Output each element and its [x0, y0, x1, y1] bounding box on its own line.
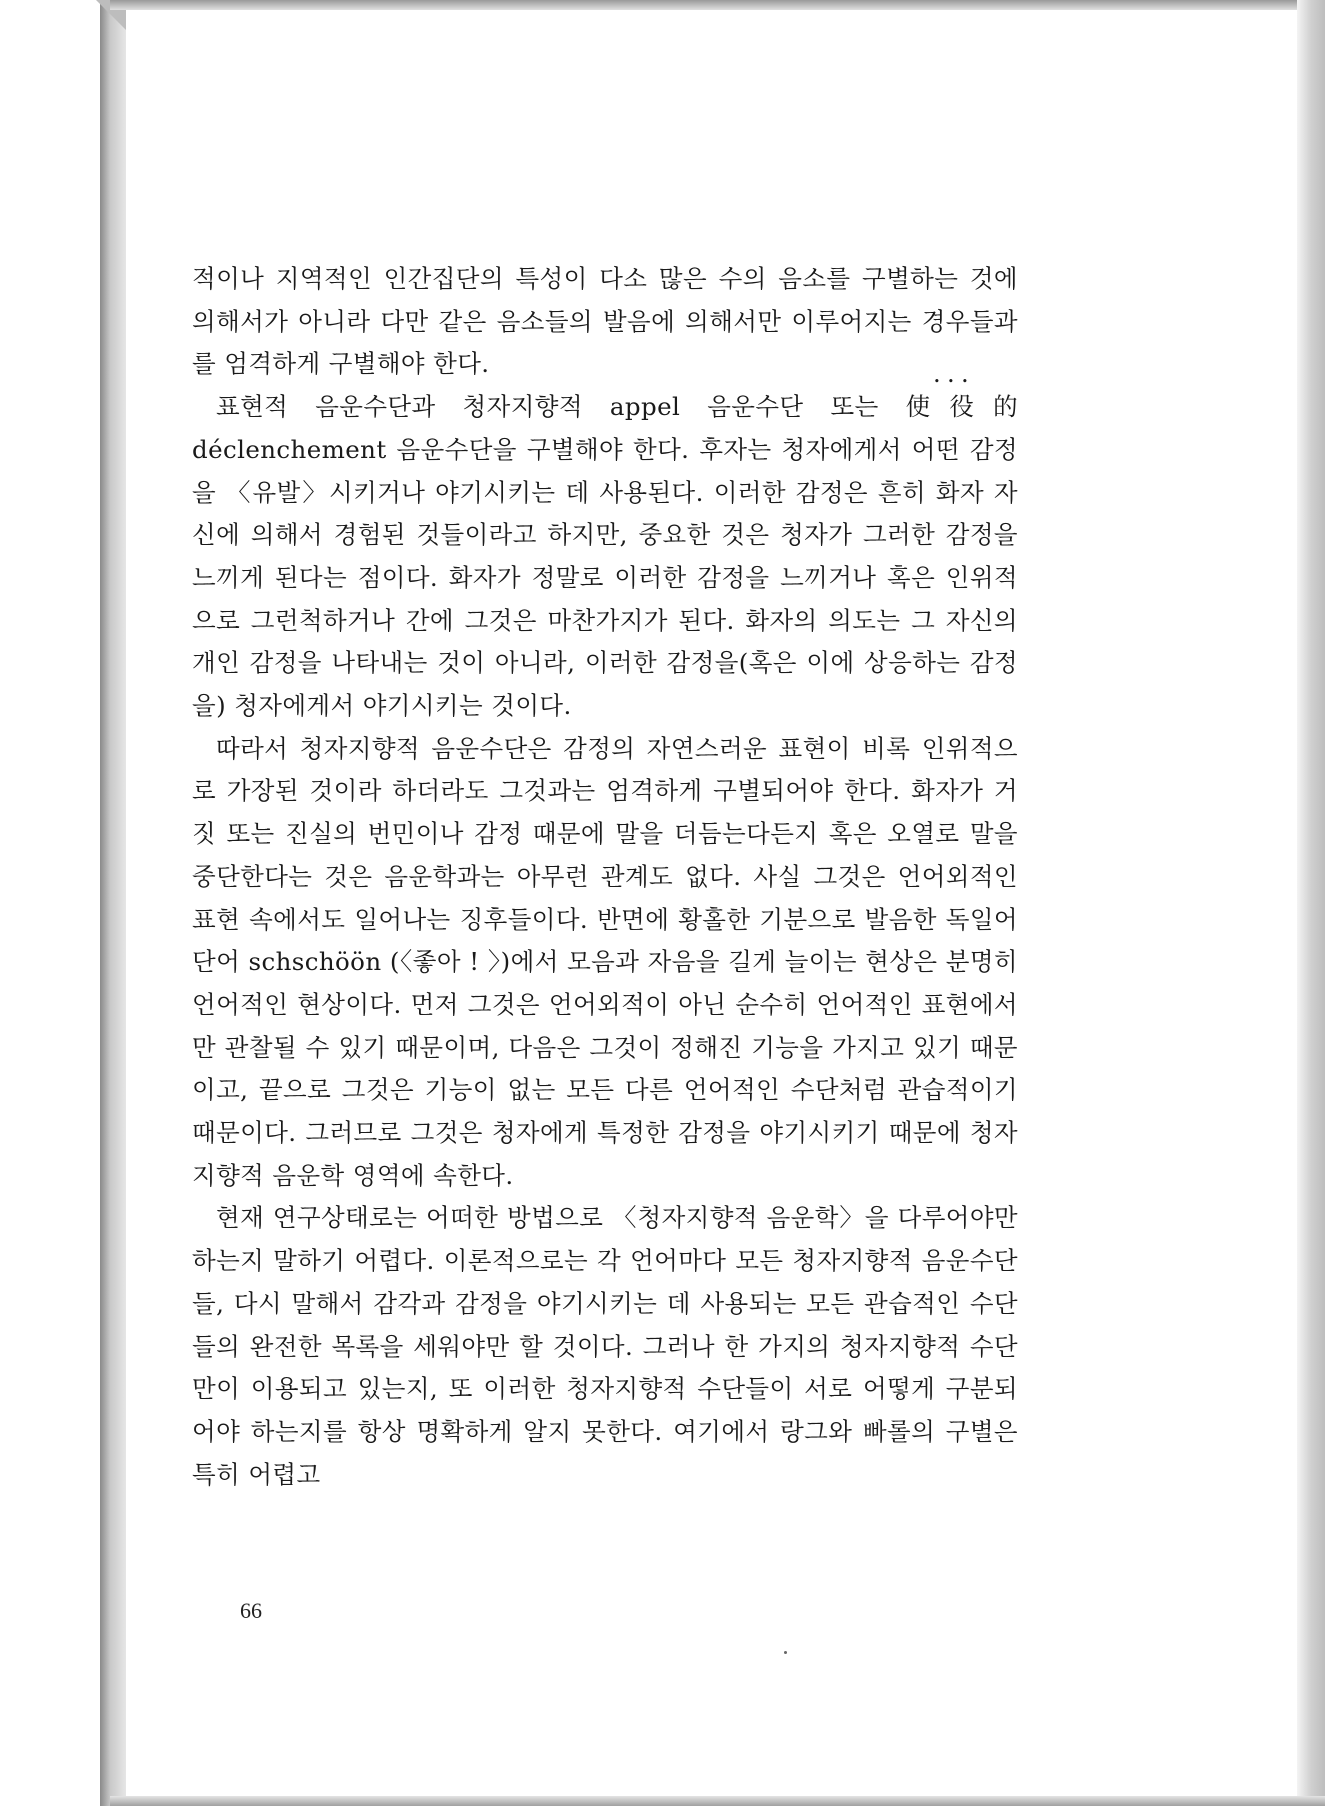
page-top-edge [110, 0, 1325, 10]
paragraph-text: 적이나 지역적인 인간집단의 특성이 다소 많은 수의 음소를 구별하는 것에 의해서가 아니라 다만 같은 음소들의 발음에 의해서만 이루어지는 경우들과를 엄격하게 구별해야 한다. [192, 264, 1018, 379]
paragraph-text: 표현적 음운수단과 청자지향적 appel 음운수단 또는 [216, 392, 906, 422]
print-speck [784, 1651, 787, 1654]
paragraph [192, 1197, 1018, 1496]
paragraph [192, 728, 1018, 1198]
paragraph-text: 현재 연구상태로는 어떠한 방법으로 〈청자지향적 음운학〉을 다루어야만 하는지 말하기 어렵다. 이론적으로는 각 언어마다 모든 청자지향적 음운수단들, 다시 말해서 감각과 감정을 야기시키는 데 사용되는 모든 관습적인 수단들의 완전한 목록을 세워야만 할 것이다. 그러나 한 가지의 청자지향적 수단만이 이용되고 있는지, 또 이러한 청자지향적 수단들이 서로 어떻게 구분되어야 하는지를 항상 명확하게 알지 못한다. 여기에서 랑그와 빠롤의 구별은 특히 어렵고 [192, 1203, 1018, 1489]
paragraph [192, 258, 1018, 386]
page-right-edge [1297, 0, 1325, 1806]
paragraph-text: déclenchement 음운수단을 구별해야 한다. 후자는 청자에게서 어떤 감정을 〈유발〉시키거나 야기시키는 데 사용된다. 이러한 감정은 흔히 화자 자신에 의해서 경험된 것들이라고 하지만, 중요한 것은 청자가 그러한 감정을 느끼게 된다는 점이다. 화자가 정말로 이러한 감정을 느끼거나 혹은 인위적으로 그런척하거나 간에 그것은 마찬가지가 된다. 화자의 의도는 그 자신의 개인 감정을 나타내는 것이 아니라, 이러한 감정을(혹은 이에 상응하는 감정을) 청자에게서 야기시키는 것이다. [192, 434, 1018, 721]
paragraph [192, 386, 1018, 728]
body-text [192, 258, 1018, 1496]
page-bottom-edge [110, 1796, 1325, 1806]
emphasized-term: • • • 使役的 [906, 392, 1018, 421]
page-number: 66 [240, 1598, 262, 1623]
page-spine-shadow [100, 0, 126, 1806]
paragraph-text: 따라서 청자지향적 음운수단은 감정의 자연스러운 표현이 비록 인위적으로 가장된 것이라 하더라도 그것과는 엄격하게 구별되어야 한다. 화자가 거짓 또는 진실의 번민이나 감정 때문에 말을 더듬는다든지 혹은 오열로 말을 중단한다는 것은 음운학과는 아무런 관계도 없다. 사실 그것은 언어외적인 표현 속에서도 일어나는 징후들이다. 반면에 황홀한 기분으로 발음한 독일어 단어 schschöön (〈좋아 ! 〉)에서 모음과 자음을 길게 늘이는 현상은 분명히 언어적인 현상이다. 먼저 그것은 언어외적이 아닌 순수히 언어적인 표현에서만 관찰될 수 있기 때문이며, 다음은 그것이 정해진 기능을 가지고 있기 때문이고, 끝으로 그것은 기능이 없는 모든 다른 언어적인 수단처럼 관습적이기 때문이다. 그러므로 그것은 청자에게 특정한 감정을 야기시키기 때문에 청자지향적 음운학 영역에 속한다. [192, 733, 1018, 1190]
